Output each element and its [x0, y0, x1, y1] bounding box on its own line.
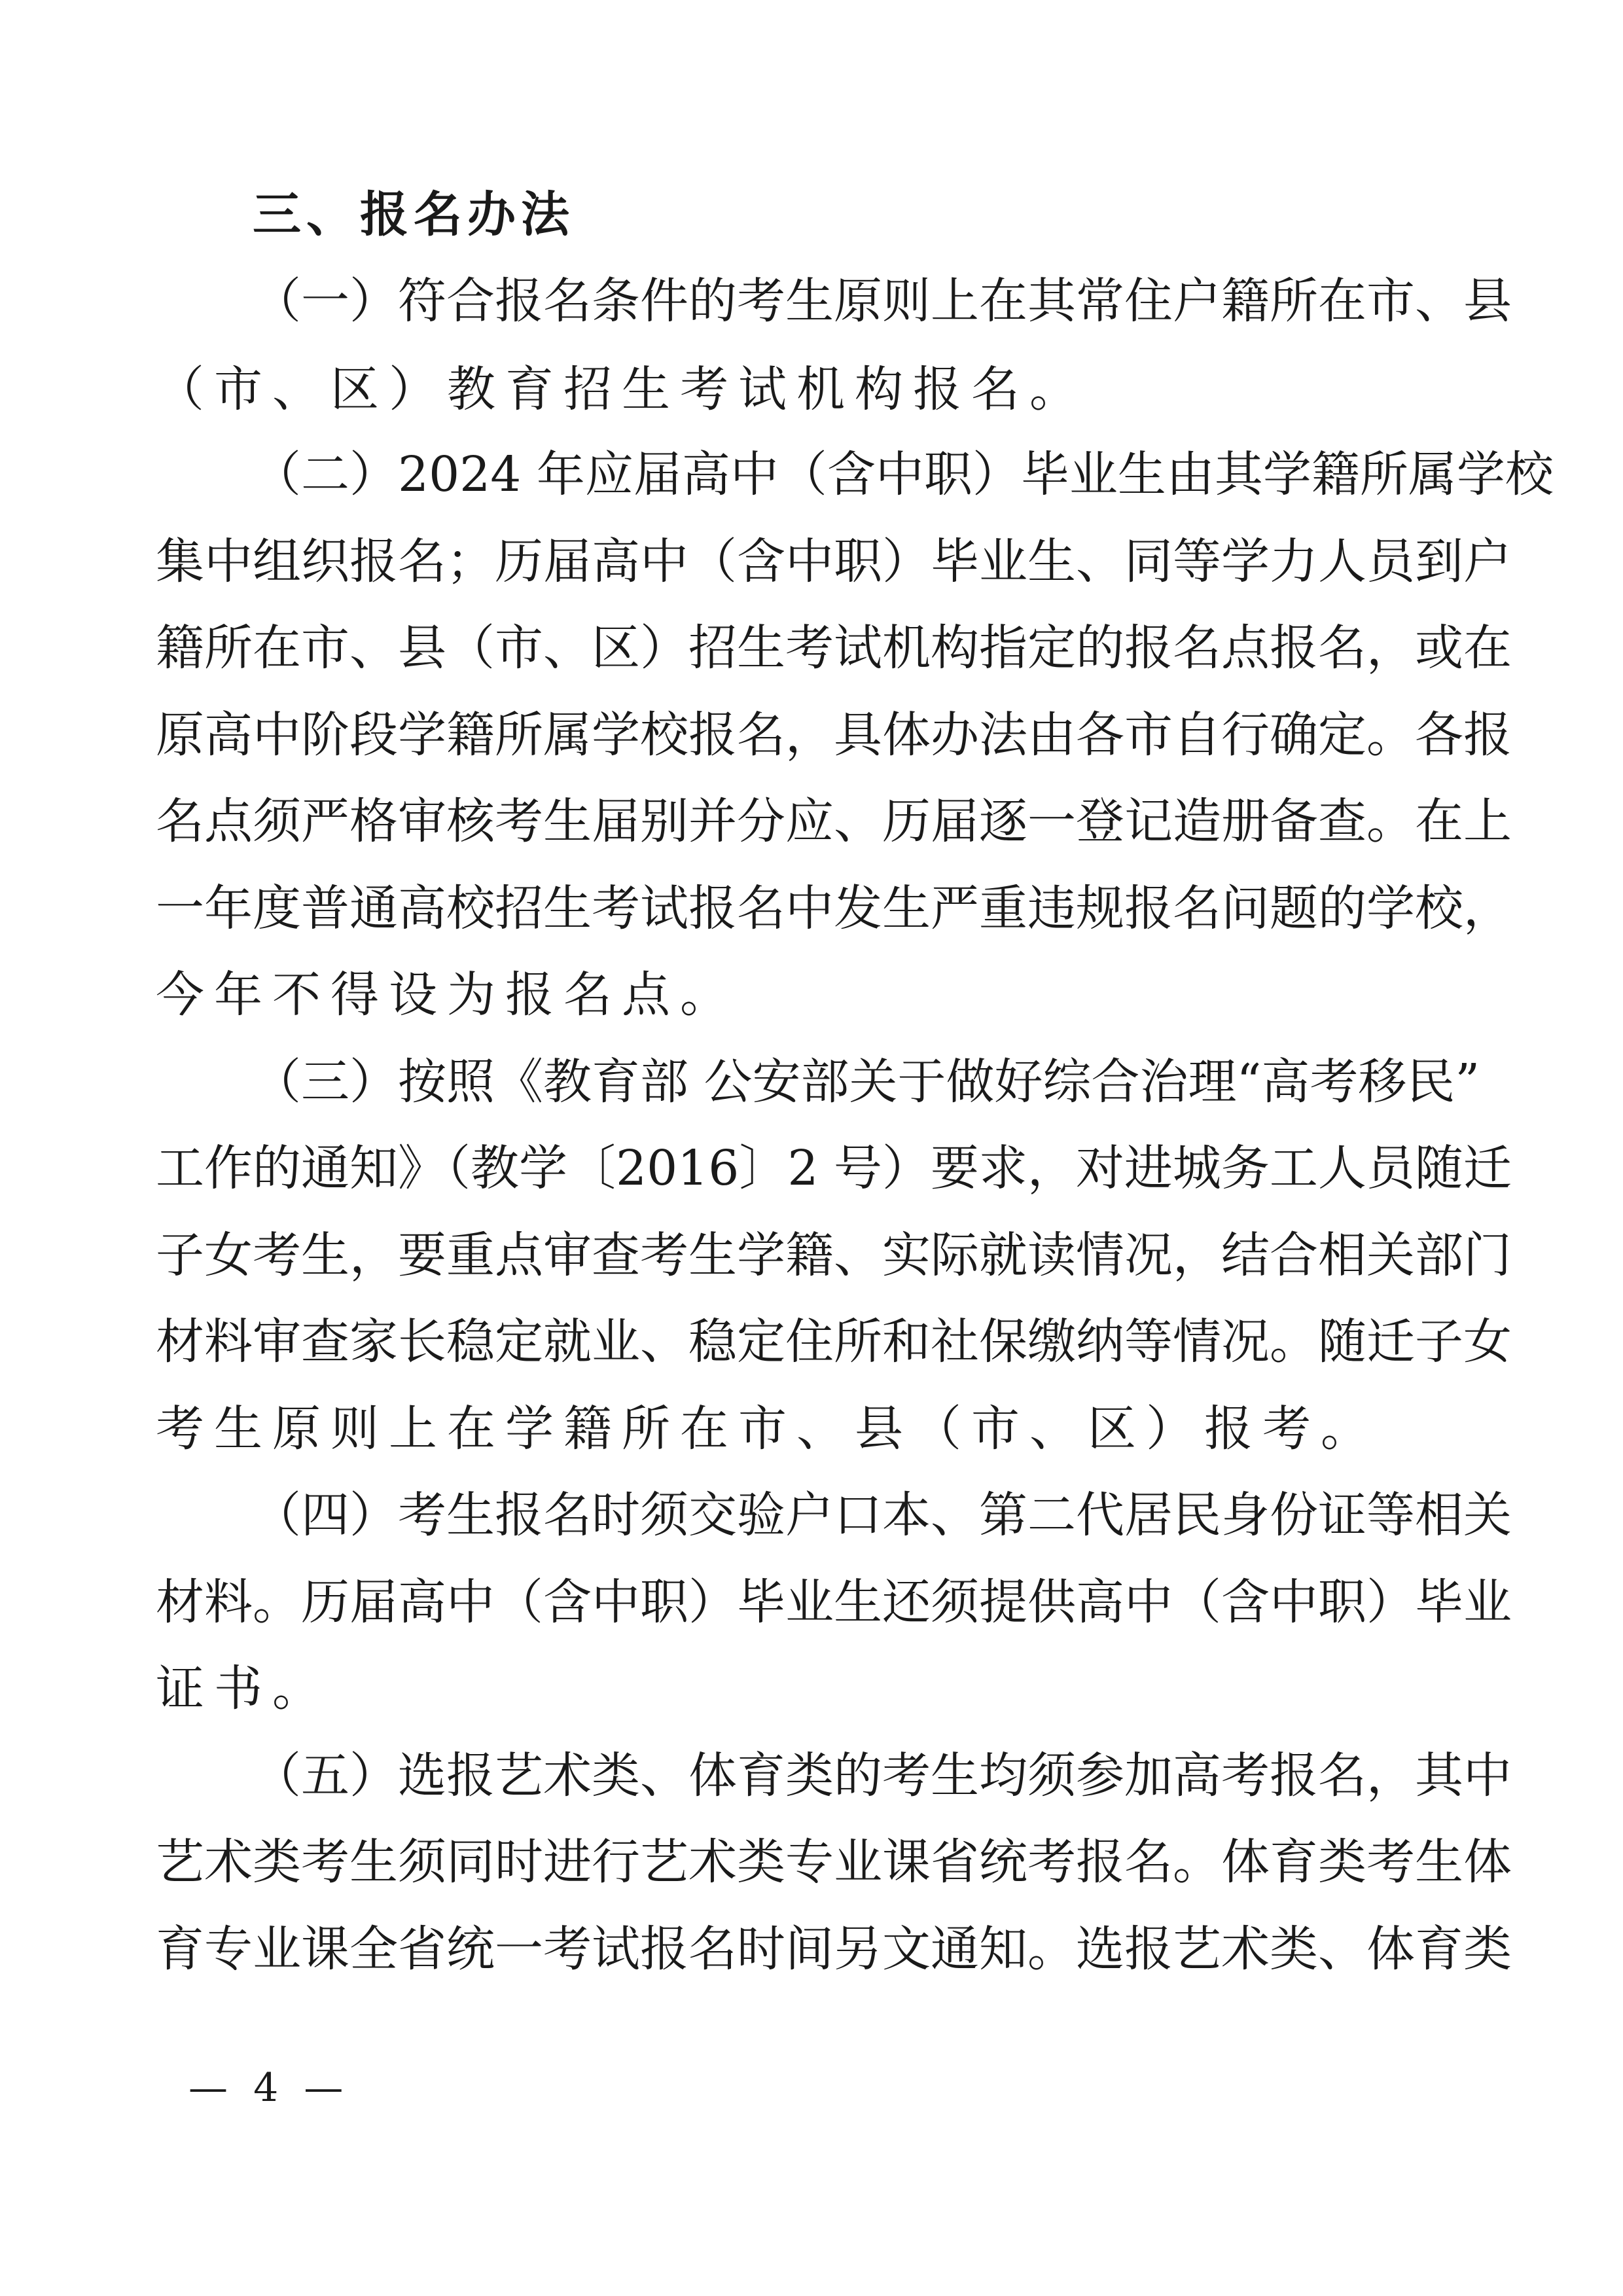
paragraph-4-line-1: （四）考生报名时须交验户口本、第二代居民身份证等相关 [253, 1487, 1512, 1543]
paragraph-2-line-1: （二）2024 年应届高中（含中职）毕业生由其学籍所属学校 [253, 446, 1554, 503]
paragraph-3-line-4: 材料审查家长稳定就业、稳定住所和社保缴纳等情况。随迁子女 [156, 1314, 1512, 1370]
paragraph-2-line-4: 原高中阶段学籍所属学校报名，具体办法由各市自行确定。各报 [156, 707, 1512, 763]
page-number: — 4 — [188, 2065, 350, 2111]
paragraph-3-line-2: 工作的通知》（教学〔2016〕2 号）要求，对进城务工人员随迁 [156, 1140, 1512, 1196]
paragraph-4-line-3: 证书。 [156, 1660, 330, 1717]
paragraph-2-line-6: 一年度普通高校招生考试报名中发生严重违规报名问题的学校， [156, 880, 1512, 937]
paragraph-5-line-3: 育专业课全省统一考试报名时间另文通知。选报艺术类、体育类 [156, 1921, 1512, 1977]
paragraph-3-line-1: （三）按照《教育部 公安部关于做好综合治理“高考移民” [253, 1054, 1480, 1110]
paragraph-2-line-7: 今年不得设为报名点。 [156, 967, 738, 1023]
paragraph-3-line-3: 子女考生，要重点审查考生学籍、实际就读情况，结合相关部门 [156, 1227, 1512, 1283]
paragraph-2-line-5: 名点须严格审核考生届别并分应、历届逐一登记造册备查。在上 [156, 793, 1512, 850]
paragraph-2-line-2: 集中组织报名；历届高中（含中职）毕业生、同等学力人员到户 [156, 533, 1512, 590]
paragraph-3-line-5: 考生原则上在学籍所在市、县（市、区）报考。 [156, 1401, 1379, 1457]
paragraph-4-line-2: 材料。历届高中（含中职）毕业生还须提供高中（含中职）毕业 [156, 1574, 1512, 1630]
paragraph-5-line-1: （五）选报艺术类、体育类的考生均须参加高考报名，其中 [253, 1748, 1512, 1804]
section-heading: 三、报名办法 [253, 187, 575, 243]
paragraph-1-line-2: （市、区）教育招生考试机构报名。 [156, 361, 1088, 418]
paragraph-2-line-3: 籍所在市、县（市、区）招生考试机构指定的报名点报名，或在 [156, 620, 1512, 676]
paragraph-1-line-1: （一）符合报名条件的考生原则上在其常住户籍所在市、县 [253, 273, 1512, 329]
paragraph-5-line-2: 艺术类考生须同时进行艺术类专业课省统考报名。体育类考生体 [156, 1834, 1512, 1890]
